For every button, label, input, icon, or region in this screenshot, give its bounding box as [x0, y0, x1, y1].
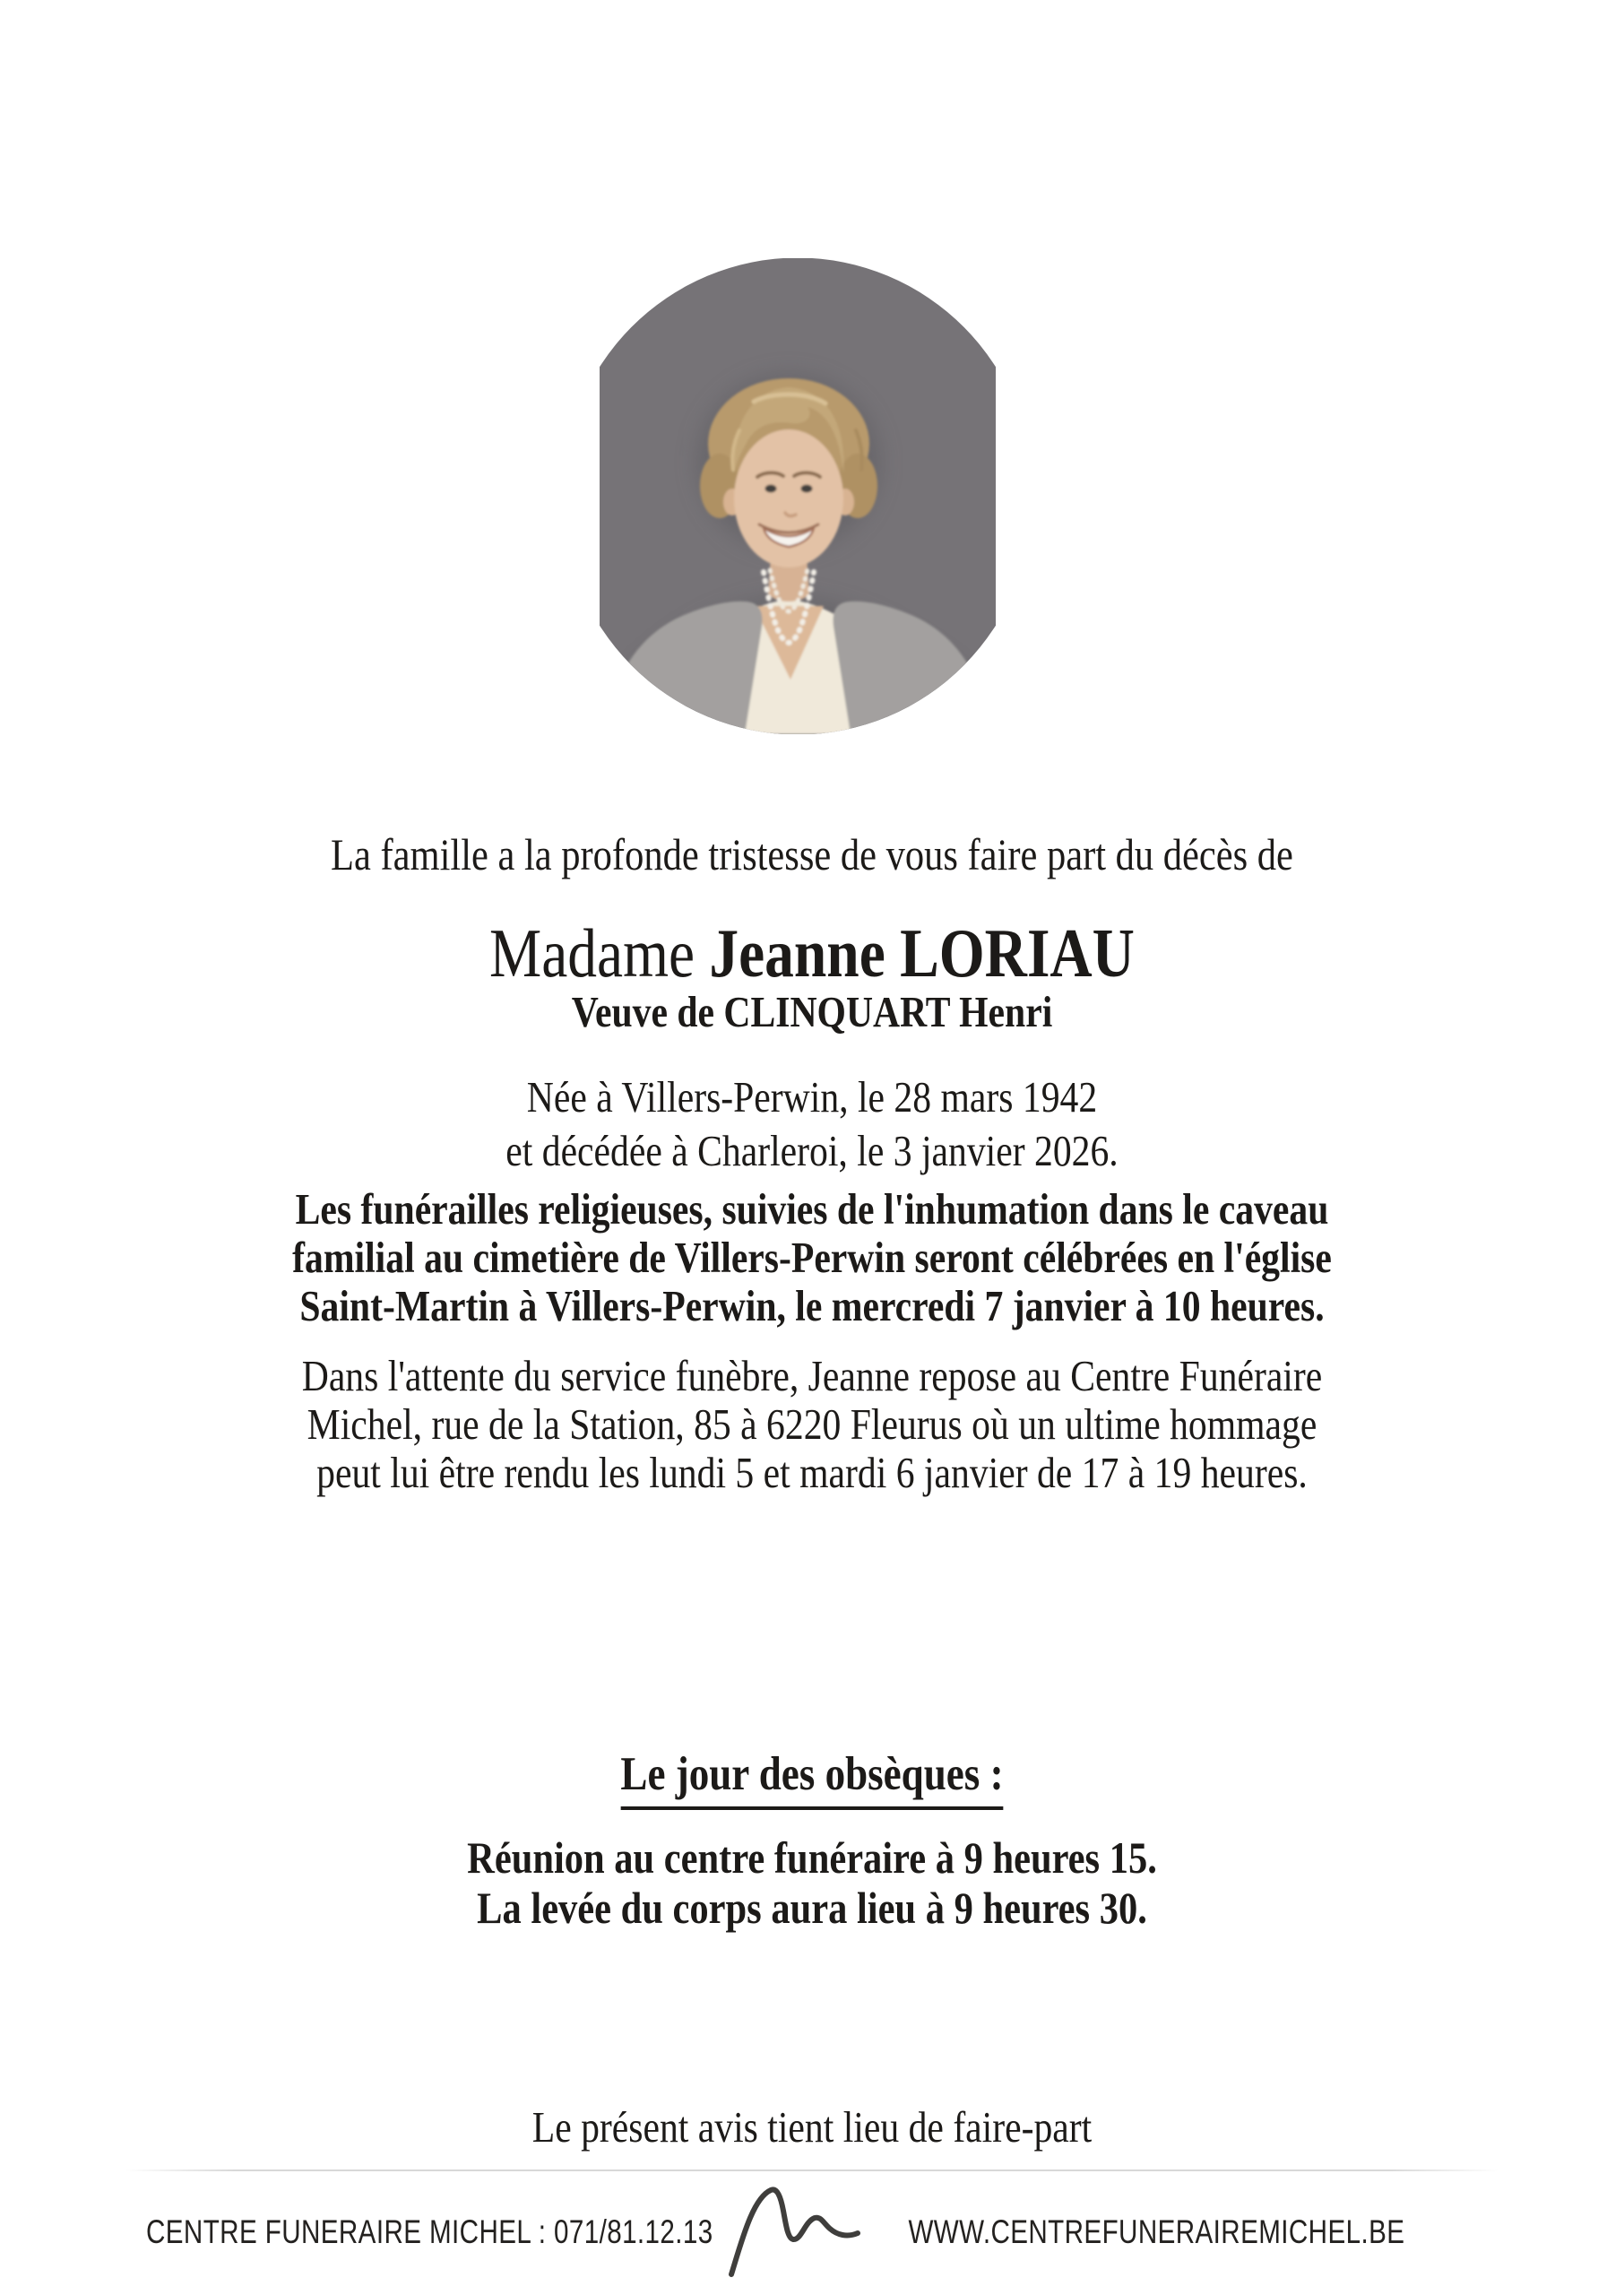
deceased-name-line — [122, 914, 1502, 992]
portrait-photo — [600, 258, 996, 734]
intro-line: La famille a la profonde tristesse de vous faire part du décès de — [331, 829, 1293, 879]
birth-line: Née à Villers-Perwin, le 28 mars 1942 — [526, 1072, 1098, 1122]
death-line: et décédée à Charleroi, le 3 janvier 2026. — [505, 1126, 1119, 1175]
funeral-details-paragraph — [122, 1185, 1502, 1330]
signature-m-logo-icon — [724, 2184, 873, 2279]
ceremony-heading-text: Le jour des obsèques : — [620, 1746, 1003, 1810]
repose-line: peut lui être rendu les lundi 5 et mardi 6 janvier de 17 à 19 heures. — [316, 1448, 1308, 1497]
repose-line: Dans l'attente du service funèbre, Jeanne repose au Centre Funéraire — [301, 1351, 1323, 1400]
funeral-line: Les funérailles religieuses, suivies de l'inhumation dans le caveau — [295, 1184, 1329, 1234]
footer-website: WWW.CENTREFUNERAIREMICHEL.BE — [908, 2213, 1404, 2250]
funeral-line: Saint-Martin à Villers-Perwin, le mercredi 7 janvier à 10 heures. — [299, 1281, 1325, 1330]
birth-death-lines — [122, 1070, 1502, 1178]
widow-line: Veuve de CLINQUART Henri — [571, 987, 1053, 1036]
footer-contact: CENTRE FUNERAIRE MICHEL : 071/81.12.13 — [146, 2213, 713, 2250]
ceremony-heading — [122, 1746, 1502, 1810]
footer-divider — [125, 2169, 1499, 2171]
repose-line: Michel, rue de la Station, 85 à 6220 Fleurus où un ultime hommage — [307, 1399, 1317, 1449]
ceremony-line: La levée du corps aura lieu à 9 heures 30. — [477, 1883, 1147, 1933]
ceremony-line: Réunion au centre funéraire à 9 heures 15. — [467, 1832, 1157, 1883]
deceased-name: Jeanne LORIAU — [709, 914, 1135, 992]
eye — [765, 485, 777, 493]
funeral-line: familial au cimetière de Villers-Perwin seront célébrées en l'église — [292, 1233, 1332, 1282]
notice-line: Le présent avis tient lieu de faire-part — [531, 2102, 1093, 2152]
title-prefix: Madame — [489, 914, 695, 992]
repose-paragraph — [122, 1352, 1502, 1497]
eye — [801, 485, 813, 493]
portrait-illustration — [600, 258, 996, 734]
ceremony-schedule — [122, 1832, 1502, 1933]
